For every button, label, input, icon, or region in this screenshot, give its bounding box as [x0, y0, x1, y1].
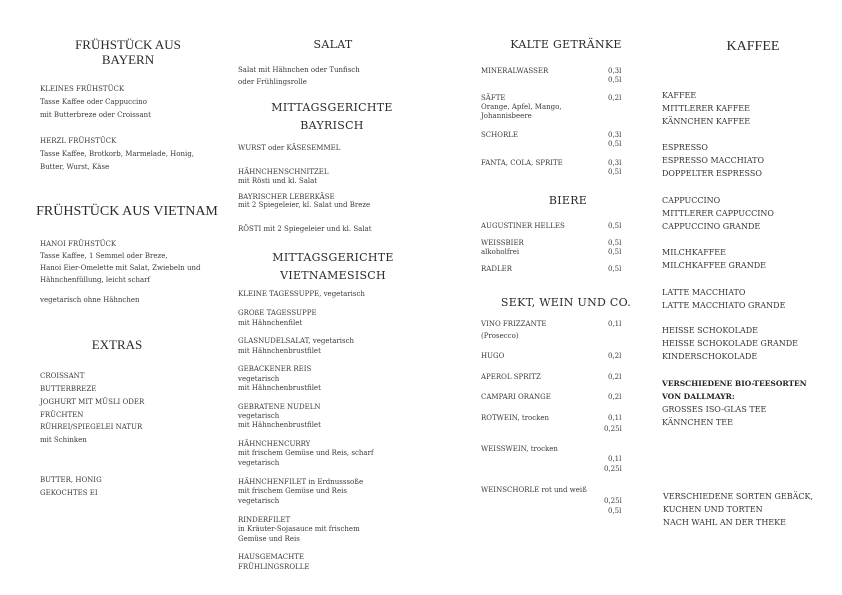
menu-item-desc: vegetarisch	[238, 497, 280, 505]
menu-item-name: GEBACKENER REIS	[238, 365, 312, 373]
drink-desc: Johannisbeere	[481, 112, 532, 120]
drink-size: 0,5l	[608, 222, 622, 230]
drink-name: SÄFTE	[481, 94, 506, 102]
section-title-sekt-wein: SEKT, WEIN UND CO.	[500, 296, 632, 309]
drink-name: WEINSCHORLE rot und weiß	[481, 486, 587, 494]
menu-item-desc: FRÜHLINGSROLLE	[238, 563, 310, 571]
drink-size: 0,5l	[608, 140, 622, 148]
drink-name: ROTWEIN, trocken	[481, 414, 550, 422]
menu-item-desc: mit Rösti und kl. Salat	[238, 177, 318, 185]
drink-size: 0,1l	[608, 455, 622, 463]
menu-item-name: HAUSGEMACHTE	[238, 553, 305, 561]
drink-name: FANTA, COLA, SPRITE	[481, 159, 563, 167]
section-title-mittag-bayrisch: MITTAGSGERICHTE	[271, 101, 393, 114]
menu-item-name: WURST oder KÄSESEMMEL	[238, 144, 341, 152]
menu-item-desc: Hähnchenfüllung, leicht scharf	[40, 276, 151, 284]
drink-size: 0,25l	[604, 465, 622, 473]
drink-name: RADLER	[481, 265, 512, 273]
drink-size: 0,25l	[604, 497, 622, 505]
section-title-salat: SALAT	[313, 38, 353, 51]
section-title-mittag-vietnam-2: VIETNAMESISCH	[280, 269, 386, 282]
menu-item-desc: vegetarisch	[238, 412, 280, 420]
gebaeck-line: VERSCHIEDENE SORTEN GEBÄCK,	[663, 492, 814, 501]
menu-item-desc: Tasse Kaffee oder Cappuccino	[40, 98, 147, 106]
section-title-kalte-getraenke: KALTE GETRÄNKE	[510, 38, 622, 51]
menu-item-name: HANOI FRÜHSTÜCK	[40, 240, 117, 248]
section-title-fruehstueck-bayern-2: BAYERN	[101, 52, 155, 67]
menu-item-desc: in Kräuter-Sojasauce mit frischem	[238, 525, 360, 533]
kaffee-item: MILCHKAFFEE GRANDE	[662, 261, 766, 270]
drink-size: 0,2l	[608, 94, 622, 102]
gebaeck-line: KUCHEN UND TORTEN	[663, 505, 763, 514]
tee-item: KÄNNCHEN TEE	[662, 418, 733, 427]
menu-item-name: GLASNUDELSALAT, vegetarisch	[238, 337, 355, 345]
drink-desc: alkoholfrei	[481, 248, 520, 256]
tee-item: GROSSES ISO-GLAS TEE	[662, 405, 767, 414]
drink-desc: Orange, Apfel, Mango,	[481, 103, 562, 111]
menu-item-name: HÄHNCHENCURRY	[238, 440, 311, 448]
menu-item-desc: Butter, Wurst, Käse	[40, 163, 110, 171]
menu-item-name: GROßE TAGESSUPPE	[238, 309, 317, 317]
tee-heading: VERSCHIEDENE BIO-TEESORTEN	[662, 379, 807, 388]
kaffee-item: LATTE MACCHIATO GRANDE	[662, 301, 786, 310]
kaffee-item: LATTE MACCHIATO	[662, 288, 746, 297]
extras-item: FRÜCHTEN	[40, 411, 84, 419]
extras-item: CROISSANT	[40, 372, 85, 380]
menu-item-name: KLEINES FRÜHSTÜCK	[40, 85, 125, 93]
kaffee-item: CAPPUCCINO GRANDE	[662, 222, 761, 231]
kaffee-item: MITTLERER KAFFEE	[662, 104, 750, 113]
menu-item-name: RÖSTI mit 2 Spiegeleier und kl. Salat	[238, 225, 372, 233]
drink-size: 0,5l	[608, 265, 622, 273]
drink-name: APEROL SPRITZ	[481, 373, 541, 381]
drink-size: 0,2l	[608, 393, 622, 401]
menu-item-name: HÄHNCHENSCHNITZEL	[238, 168, 329, 176]
menu-item-name: HERZL FRÜHSTÜCK	[40, 137, 117, 145]
extras-item: JOGHURT MIT MÜSLI ODER	[40, 398, 145, 406]
extras-item: BUTTER, HONIG	[40, 476, 102, 484]
menu-item-desc: Tasse Kaffee, 1 Semmel oder Breze,	[40, 252, 168, 260]
drink-name: AUGUSTINER HELLES	[481, 222, 565, 230]
kaffee-item: MITTLERER CAPPUCCINO	[662, 209, 774, 218]
section-title-kaffee: KAFFEE	[726, 39, 780, 54]
section-title-fruehstueck-bayern: FRÜHSTÜCK AUS	[75, 37, 181, 52]
menu-item-desc: mit Hähnchenbrustfilet	[238, 384, 321, 392]
extras-item: mit Schinken	[40, 436, 87, 444]
tee-heading-2: VON DALLMAYR:	[662, 392, 735, 401]
menu-item-desc: Tasse Kaffee, Brotkorb, Marmelade, Honig,	[40, 150, 194, 158]
extras-item: GEKOCHTES EI	[40, 489, 98, 497]
kaffee-item: KAFFEE	[662, 91, 697, 100]
menu-item-desc: Gemüse und Reis	[238, 535, 300, 543]
drink-size: 0,3l	[608, 159, 622, 167]
gebaeck-line: NACH WAHL AN DER THEKE	[663, 518, 786, 527]
drink-name: VINO FRIZZANTE	[481, 320, 547, 328]
kaffee-item: CAPPUCCINO	[662, 196, 721, 205]
kaffee-item: HEISSE SCHOKOLADE GRANDE	[662, 339, 798, 348]
drink-size: 0,1l	[608, 320, 622, 328]
menu-item-desc: mit frischem Gemüse und Reis	[238, 487, 347, 495]
section-title-extras: EXTRAS	[91, 337, 143, 352]
drink-name: HUGO	[481, 352, 505, 360]
kaffee-item: KINDERSCHOKOLADE	[662, 352, 758, 361]
menu-item-desc: vegetarisch	[238, 375, 280, 383]
menu-item-desc: mit frischem Gemüse und Reis, scharf	[238, 449, 374, 457]
menu-item-desc: mit Hähnchenbrustfilet	[238, 421, 321, 429]
kaffee-item: ESPRESSO MACCHIATO	[662, 156, 765, 165]
menu-item-name: GEBRATENE NUDELN	[238, 403, 321, 411]
menu-item-desc: vegetarisch ohne Hähnchen	[40, 296, 140, 304]
extras-item: RÜHREI/SPIEGELEI NATUR	[40, 423, 143, 431]
kaffee-item: HEISSE SCHOKOLADE	[662, 326, 758, 335]
drink-size: 0,25l	[604, 425, 622, 433]
menu-item-desc: Salat mit Hähnchen oder Tunfisch	[238, 66, 360, 74]
section-title-mittag-bayrisch-2: BAYRISCH	[300, 119, 364, 132]
drink-size: 0,5l	[608, 239, 622, 247]
menu-item-name: BAYRISCHER LEBERKÄSE	[238, 193, 335, 201]
drink-name: CAMPARI ORANGE	[481, 393, 551, 401]
menu-item-desc: vegetarisch	[238, 459, 280, 467]
menu-item-desc: mit Butterbreze oder Croissant	[40, 111, 151, 119]
drink-name: WEISSWEIN, trocken	[481, 445, 558, 453]
drink-desc: (Prosecco)	[481, 332, 519, 340]
menu-item-name: KLEINE TAGESSUPPE, vegetarisch	[238, 290, 365, 298]
menu-item-desc: mit Hähnchenfilet	[238, 319, 303, 327]
menu-item-name: RINDERFILET	[238, 516, 291, 524]
menu-item-desc: Hanoi Eier-Omelette mit Salat, Zwiebeln und	[40, 264, 201, 272]
menu-item-name: HÄHNCHENFILET in Erdnusssoße	[238, 478, 364, 486]
kaffee-item: MILCHKAFFEE	[662, 248, 726, 257]
drink-size: 0,5l	[608, 507, 622, 515]
drink-size: 0,5l	[608, 76, 622, 84]
menu-item-desc: mit 2 Spiegeleier, kl. Salat und Breze	[238, 201, 371, 209]
drink-size: 0,5l	[608, 168, 622, 176]
drink-size: 0,5l	[608, 248, 622, 256]
drink-name: WEISSBIER	[481, 239, 524, 247]
extras-item: BUTTERBREZE	[40, 385, 97, 393]
drink-size: 0,1l	[608, 414, 622, 422]
drink-size: 0,3l	[608, 67, 622, 75]
drink-name: MINERALWASSER	[481, 67, 549, 75]
drink-size: 0,2l	[608, 352, 622, 360]
menu-item-desc: oder Frühlingsrolle	[238, 78, 307, 86]
section-title-biere: BIERE	[548, 194, 588, 207]
kaffee-item: DOPPELTER ESPRESSO	[662, 169, 762, 178]
drink-name: SCHORLE	[481, 131, 519, 139]
section-title-mittag-vietnam: MITTAGSGERICHTE	[272, 251, 394, 264]
menu-item-desc: mit Hähnchenbrustfilet	[238, 347, 321, 355]
drink-size: 0,2l	[608, 373, 622, 381]
section-title-fruehstueck-vietnam: FRÜHSTÜCK AUS VIETNAM	[36, 204, 218, 219]
kaffee-item: KÄNNCHEN KAFFEE	[662, 117, 751, 126]
kaffee-item: ESPRESSO	[662, 143, 708, 152]
drink-size: 0,3l	[608, 131, 622, 139]
